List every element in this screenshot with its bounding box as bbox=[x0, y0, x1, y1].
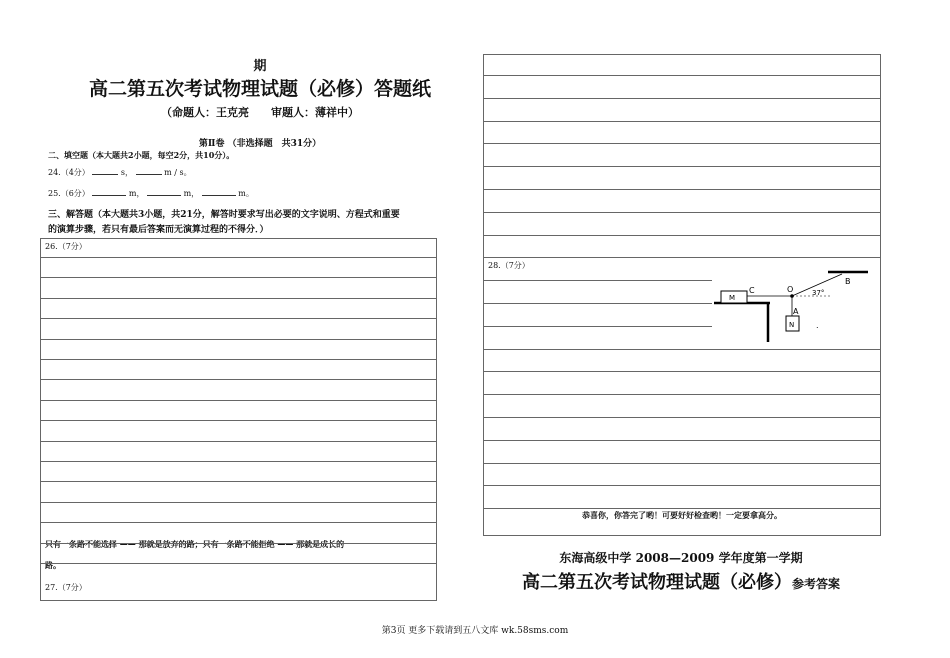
q27-label: 27.（7分） bbox=[45, 583, 87, 592]
fill-in-heading: 二、填空题（本大题共2小题，每空2分，共10分）。 bbox=[48, 150, 235, 160]
q24-prefix: 24.（4分） bbox=[48, 168, 90, 177]
q24-unit-1: s， bbox=[120, 168, 134, 177]
ruled-line bbox=[41, 277, 436, 278]
q24-unit-2: m / s。 bbox=[164, 168, 192, 177]
ruled-line bbox=[41, 481, 436, 482]
q26-label: 26.（7分） bbox=[45, 242, 87, 251]
q25-line bbox=[48, 186, 254, 199]
ruled-line bbox=[41, 359, 436, 360]
ruled-line bbox=[41, 339, 436, 340]
answer-title-main: 高二第五次考试物理试题（必修） bbox=[521, 572, 792, 593]
authors-line: （命题人：王克亮 审题人：薄祥中） bbox=[161, 106, 359, 119]
label-o: O bbox=[787, 285, 794, 294]
answer-title-suffix: 参考答案 bbox=[791, 577, 840, 591]
ruled-line bbox=[484, 257, 880, 258]
ruled-line bbox=[41, 441, 436, 442]
solve-heading-line2: 的演算步骤，若只有最后答案而无演算过程的不得分．） bbox=[48, 225, 269, 235]
page-title: 高二第五次考试物理试题（必修）答题纸 bbox=[88, 78, 431, 100]
solve-heading-line1: 三、解答题（本大题共3小题，共21分，解答时要求写出必要的文字说明、方程式和重要 bbox=[48, 210, 400, 220]
label-b: B bbox=[845, 277, 851, 286]
q25-answer-blank-1[interactable] bbox=[92, 186, 126, 196]
ruled-line bbox=[41, 257, 436, 258]
q25-unit-3: m。 bbox=[238, 189, 254, 198]
q25-unit-1: m， bbox=[128, 189, 145, 198]
ruled-line bbox=[484, 440, 880, 441]
q25-unit-2: m， bbox=[183, 189, 200, 198]
part2-heading: 第Ⅱ卷 （非选择题 共31分） bbox=[198, 139, 322, 149]
ruled-line bbox=[484, 235, 880, 236]
q24-answer-blank-2[interactable] bbox=[136, 165, 162, 175]
ruled-line bbox=[41, 420, 436, 421]
motivational-quote-line1: 只有一条路不能选择 —— 那就是放弃的路；只有一条路不能拒绝 —— 那就是成长的 bbox=[45, 539, 345, 549]
q25-answer-blank-2[interactable] bbox=[147, 186, 181, 196]
ruled-line bbox=[484, 121, 880, 122]
ruled-line bbox=[484, 75, 880, 76]
ruled-line bbox=[484, 349, 880, 350]
ruled-line bbox=[41, 563, 436, 564]
ruled-line bbox=[41, 461, 436, 462]
ruled-line bbox=[484, 166, 880, 167]
period-label: 期 bbox=[253, 59, 267, 74]
answer-box-left[interactable] bbox=[40, 238, 437, 601]
ruled-line bbox=[41, 379, 436, 380]
figure-dot: . bbox=[816, 321, 819, 330]
q28-figure bbox=[712, 262, 880, 346]
ruled-line bbox=[484, 143, 880, 144]
q28-label: 28.（7分） bbox=[488, 261, 530, 270]
ruled-line bbox=[484, 98, 880, 99]
ruled-line bbox=[484, 463, 880, 464]
label-angle: 37° bbox=[812, 289, 825, 297]
ruled-line bbox=[41, 502, 436, 503]
ruled-line bbox=[41, 522, 436, 523]
q25-prefix: 25.（6分） bbox=[48, 189, 90, 198]
label-a: A bbox=[793, 307, 799, 316]
ruled-line bbox=[41, 318, 436, 319]
congrats-message: 恭喜你，你答完了哟！可要好好检查哟！一定要拿高分。 bbox=[582, 510, 782, 520]
page-footer: 第3页 更多下载请到五八文库 wk.58sms.com bbox=[381, 626, 569, 636]
ruled-line bbox=[41, 298, 436, 299]
ruled-line bbox=[484, 212, 880, 213]
q24-answer-blank-1[interactable] bbox=[92, 165, 118, 175]
ruled-line bbox=[484, 394, 880, 395]
ruled-line bbox=[41, 400, 436, 401]
ruled-line bbox=[484, 485, 880, 486]
label-n: N bbox=[789, 321, 795, 329]
motivational-quote-line2: 路。 bbox=[45, 560, 61, 570]
q24-line bbox=[48, 165, 192, 178]
label-m: M bbox=[729, 294, 736, 302]
ruled-line bbox=[484, 189, 880, 190]
ruled-line bbox=[484, 371, 880, 372]
q25-answer-blank-3[interactable] bbox=[202, 186, 236, 196]
answer-key-title bbox=[483, 568, 879, 594]
school-line: 东海高级中学 2008—2009 学年度第一学期 bbox=[559, 551, 803, 565]
ruled-line bbox=[484, 508, 880, 509]
label-c: C bbox=[749, 286, 755, 295]
ruled-line bbox=[484, 417, 880, 418]
ruled-line bbox=[41, 543, 436, 544]
